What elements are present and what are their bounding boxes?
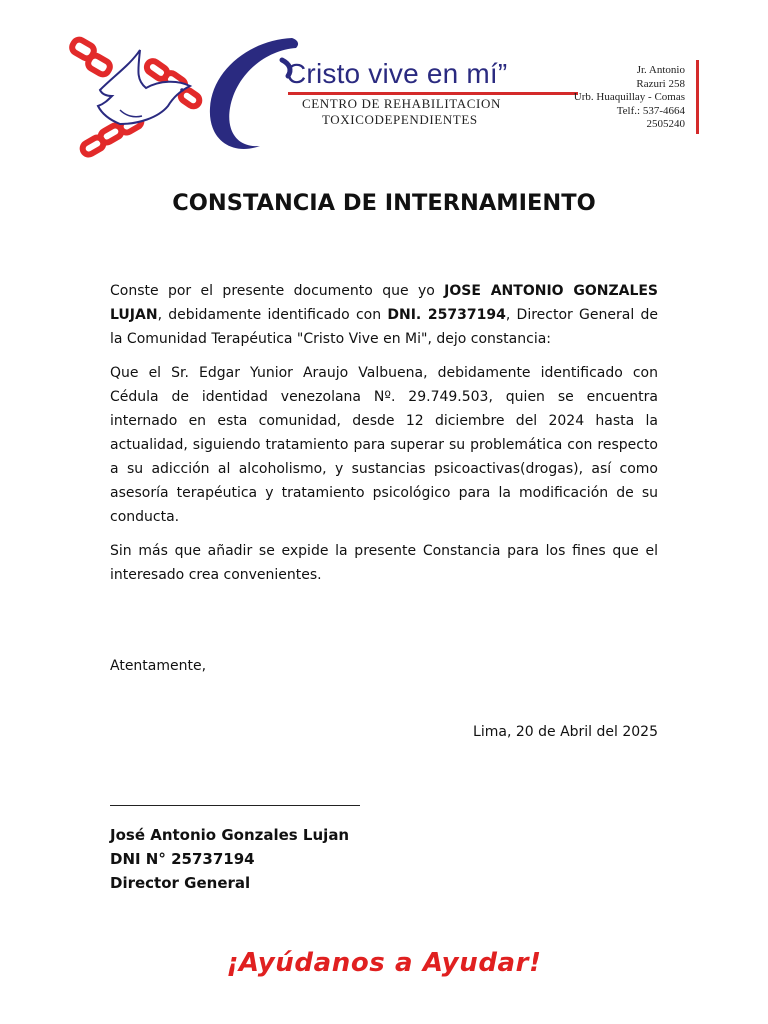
closing-salutation: Atentamente, [110, 658, 207, 674]
signatory-dni: DNI N° 25737194 [110, 850, 255, 868]
intro-mid: , debidamente identificado con [157, 307, 388, 323]
intro-lead: Conste por el presente documento que yo [110, 283, 445, 299]
intro-tail: , Director General de la Comunidad Terapéutica "Cristo Vive en Mi", dejo constancia: [110, 307, 658, 347]
brand-c-icon [210, 38, 298, 149]
address-line: Jr. Antonio [636, 64, 685, 76]
phone-line: Telf.: 537-4664 [616, 104, 685, 117]
director-dni: DNI. 25737194 [387, 307, 506, 323]
signatory-role: Director General [110, 874, 251, 892]
address-block [510, 64, 685, 132]
signature-block [110, 823, 349, 895]
address-line: Urb. Huaquillay - Comas [573, 91, 685, 103]
document-title: CONSTANCIA DE INTERNAMIENTO [172, 190, 596, 216]
organization-subtitle-line1: CENTRO DE REHABILITACION [302, 96, 501, 111]
organization-name: Cristo vive en mí” [286, 58, 508, 89]
address-accent-bar [696, 60, 699, 134]
director-name: JOSE ANTONIO GONZALES LUJAN [110, 283, 659, 323]
footer-slogan: ¡Ayúdanos a Ayudar! [226, 948, 542, 978]
paragraph-statement: Que el Sr. Edgar Yunior Araujo Valbuena, debidamente identificado con Cédula de identidad venezolana Nº. 29.749.503, quien se encuentra internado en esta comunidad, desde 12 diciembre del 2024 hasta la actualidad, siguiendo tratamiento para superar su problemática con respecto a su adicción al alcoholismo, y sustancias psicoactivas(drogas), así como asesoría terapéutica y tratamiento psicológico para la modificación de su conducta. [110, 365, 658, 525]
dove-icon [98, 50, 190, 124]
paragraph-purpose: Sin más que añadir se expide la presente Constancia para los fines que el interesado crea convenientes. [110, 543, 658, 583]
letterhead [60, 20, 710, 170]
phone-line: 2505240 [646, 118, 685, 130]
paragraph-intro [110, 279, 658, 351]
signature-line [110, 805, 360, 806]
place-and-date: Lima, 20 de Abril del 2025 [473, 724, 658, 740]
organization-logo [60, 20, 520, 170]
organization-subtitle-line2: TOXICODEPENDIENTES [322, 112, 478, 127]
address-line: Razuri 258 [636, 77, 685, 90]
signatory-name: José Antonio Gonzales Lujan [110, 826, 350, 844]
document-body [110, 279, 658, 597]
